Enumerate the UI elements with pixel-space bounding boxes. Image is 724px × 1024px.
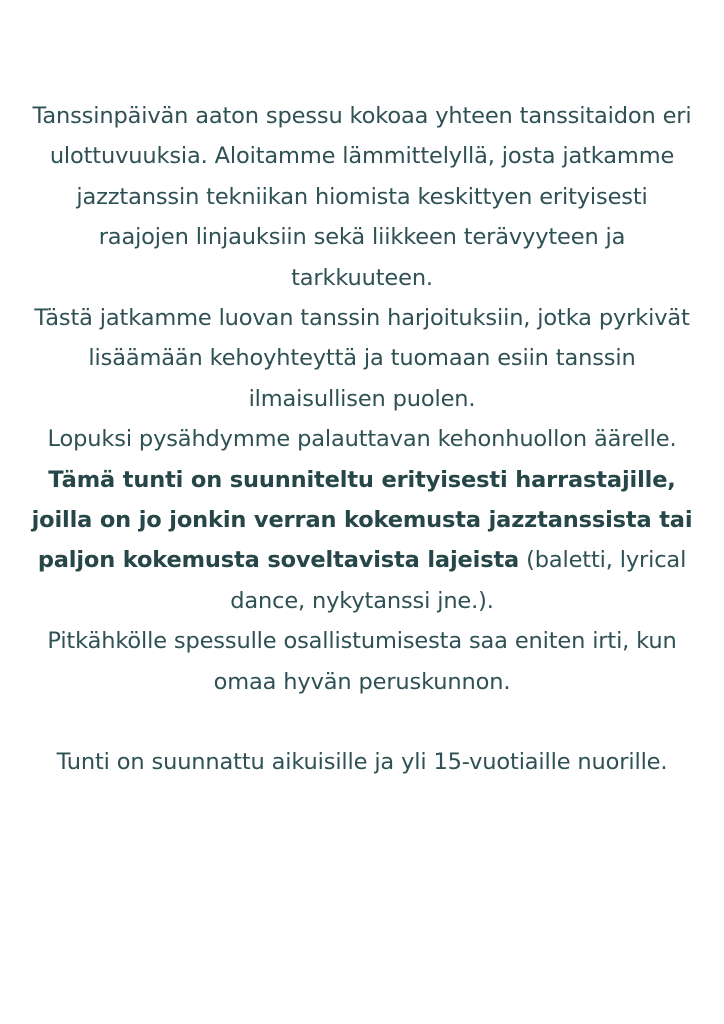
closing-paragraph: Lopuksi pysähdymme palauttavan kehonhuollon äärelle. bbox=[47, 426, 677, 453]
audience-paragraph: Tunti on suunnattu aikuisille ja yli 15-vuotiaille nuorille. bbox=[56, 749, 668, 776]
target-emphasis: Tämä tunti on suunniteltu erityisesti harrastajille, joilla on jo jonkin verran kokemusta jazztanssista tai paljon kokemusta soveltavista lajeista bbox=[31, 466, 693, 574]
foundation-paragraph: Pitkähkölle spessulle osallistumisesta saa eniten irti, kun omaa hyvän peruskunnon. bbox=[47, 628, 677, 695]
creative-paragraph: Tästä jatkamme luovan tanssin harjoituksiin, jotka pyrkivät lisäämään kehoyhteyttä ja tuomaan esiin tanssin ilmaisullisen puolen. bbox=[34, 305, 690, 412]
target-examples: (baletti, lyrical dance, nykytanssi jne.). bbox=[230, 547, 687, 614]
intro-paragraph: Tanssinpäivän aaton spessu kokoaa yhteen tanssitaidon eri ulottuvuuksia. Aloitamme lämmittelyllä, josta jatkamme jazztanssin tekniikan hiomista keskittyen erityisesti raajojen linjauksiin sekä liikkeen terävyyteen ja tarkkuuteen. bbox=[32, 103, 692, 291]
target-paragraph bbox=[30, 460, 694, 622]
paragraph-spacer bbox=[30, 702, 694, 742]
